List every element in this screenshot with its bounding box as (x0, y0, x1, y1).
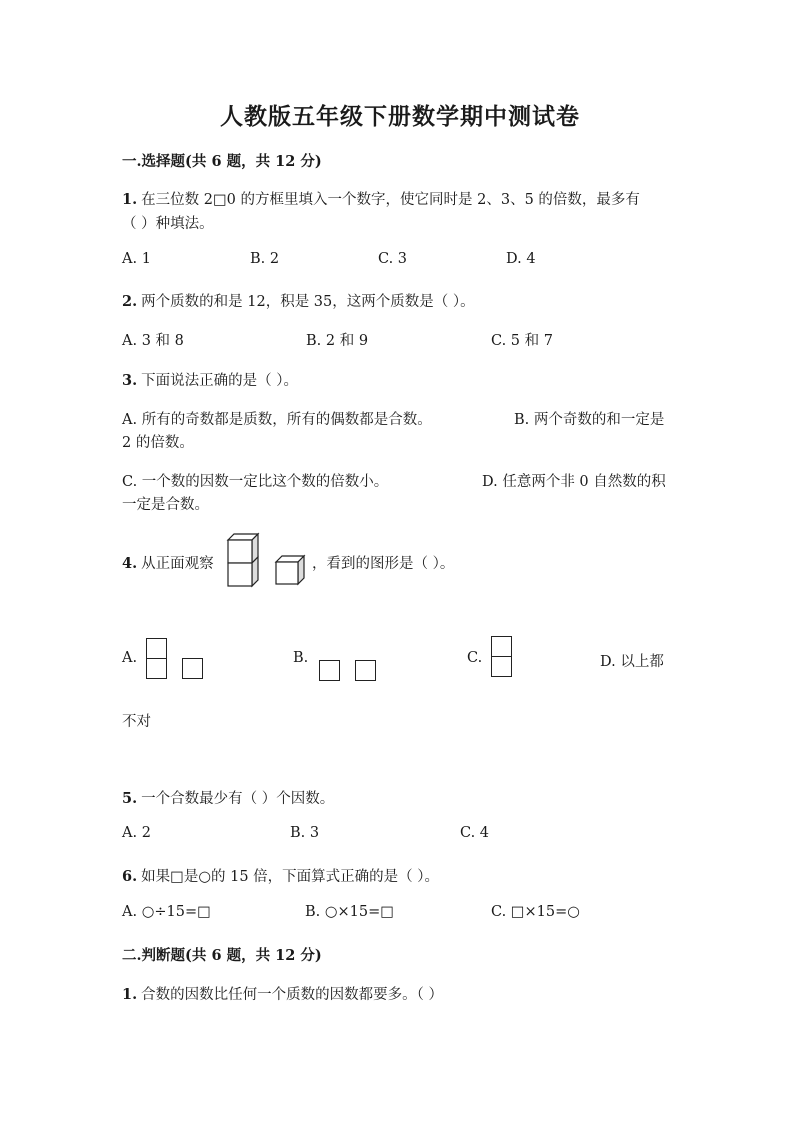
q6-option-b: B. ○×15=□ (305, 904, 394, 920)
q4-option-d: D. 以上都 (600, 654, 664, 670)
q2-option-c: C. 5 和 7 (491, 333, 553, 349)
cube-front-face (276, 562, 298, 584)
q4-option-a: A. (122, 650, 138, 666)
cube-front-face (228, 540, 252, 563)
question-6 (122, 865, 439, 886)
option-a-square-top (146, 638, 167, 659)
q1-option-d: D. 4 (506, 251, 536, 267)
question-number: 2. (122, 293, 138, 310)
question-text: 如果□是○的 15 倍，下面算式正确的是（ ）。 (141, 869, 440, 885)
question-1-line2: （ ）种填法。 (122, 216, 214, 232)
q5-option-c: C. 4 (460, 825, 490, 841)
cube-side-face (252, 557, 258, 586)
question-text: 在三位数 2□0 的方框里填入一个数字，使它同时是 2、3、5 的倍数，最多有 (141, 192, 640, 208)
q3-option-c: C. 一个数的因数一定比这个数的倍数小。 (122, 474, 389, 490)
question-3 (122, 369, 298, 390)
cubes-figure (226, 532, 306, 588)
page-title: 人教版五年级下册数学期中测试卷 (220, 103, 580, 130)
option-b-square-right (355, 660, 376, 681)
q5-option-a: A. 2 (122, 825, 151, 841)
option-b-square-left (319, 660, 340, 681)
question-text: 合数的因数比任何一个质数的因数都要多。（ ） (141, 987, 443, 1003)
question-4-after: ，看到的图形是（ ）。 (312, 556, 455, 572)
judgment-1 (122, 983, 443, 1004)
question-text: 下面说法正确的是（ ）。 (141, 373, 298, 389)
question-number: 5. (122, 790, 138, 807)
question-text: 从正面观察 (141, 556, 214, 572)
question-text: 一个合数最少有（ ）个因数。 (141, 791, 335, 807)
question-4-before (122, 552, 214, 573)
question-number: 6. (122, 868, 138, 885)
question-text: 两个质数的和是 12，积是 35，这两个质数是（ ）。 (141, 294, 475, 310)
q2-option-b: B. 2 和 9 (306, 333, 369, 349)
option-c-square-top (491, 636, 512, 657)
question-number: 4. (122, 555, 138, 572)
question-number: 1. (122, 986, 138, 1003)
q3-option-b-cont: 2 的倍数。 (122, 435, 194, 451)
section-heading-choice: 一.选择题(共 6 题，共 12 分) (122, 153, 322, 170)
section-heading-judgment: 二.判断题(共 6 题，共 12 分) (122, 947, 322, 964)
option-a-square-right (182, 658, 203, 679)
question-5 (122, 787, 334, 808)
q1-option-c: C. 3 (378, 251, 408, 267)
q6-option-a: A. ○÷15=□ (122, 904, 211, 920)
question-number: 3. (122, 372, 138, 389)
question-1-line1 (122, 188, 640, 209)
q4-option-d-cont: 不对 (122, 714, 151, 730)
option-a-square-bottom (146, 658, 167, 679)
question-number: 1. (122, 191, 138, 208)
cube-front-face (228, 563, 252, 586)
q2-option-a: A. 3 和 8 (122, 333, 184, 349)
q1-option-b: B. 2 (250, 251, 280, 267)
q1-option-a: A. 1 (122, 251, 151, 267)
q5-option-b: B. 3 (290, 825, 320, 841)
q3-option-d-cont: 一定是合数。 (122, 497, 209, 513)
option-c-square-bottom (491, 656, 512, 677)
q6-option-c: C. □×15=○ (491, 904, 580, 920)
q3-option-b: B. 两个奇数的和一定是 (514, 412, 665, 428)
q4-option-c: C. (467, 650, 483, 666)
q3-option-d: D. 任意两个非 0 自然数的积 (482, 474, 666, 490)
q4-option-b: B. (293, 650, 309, 666)
question-2 (122, 290, 475, 311)
q3-option-a: A. 所有的奇数都是质数，所有的偶数都是合数。 (122, 412, 432, 428)
